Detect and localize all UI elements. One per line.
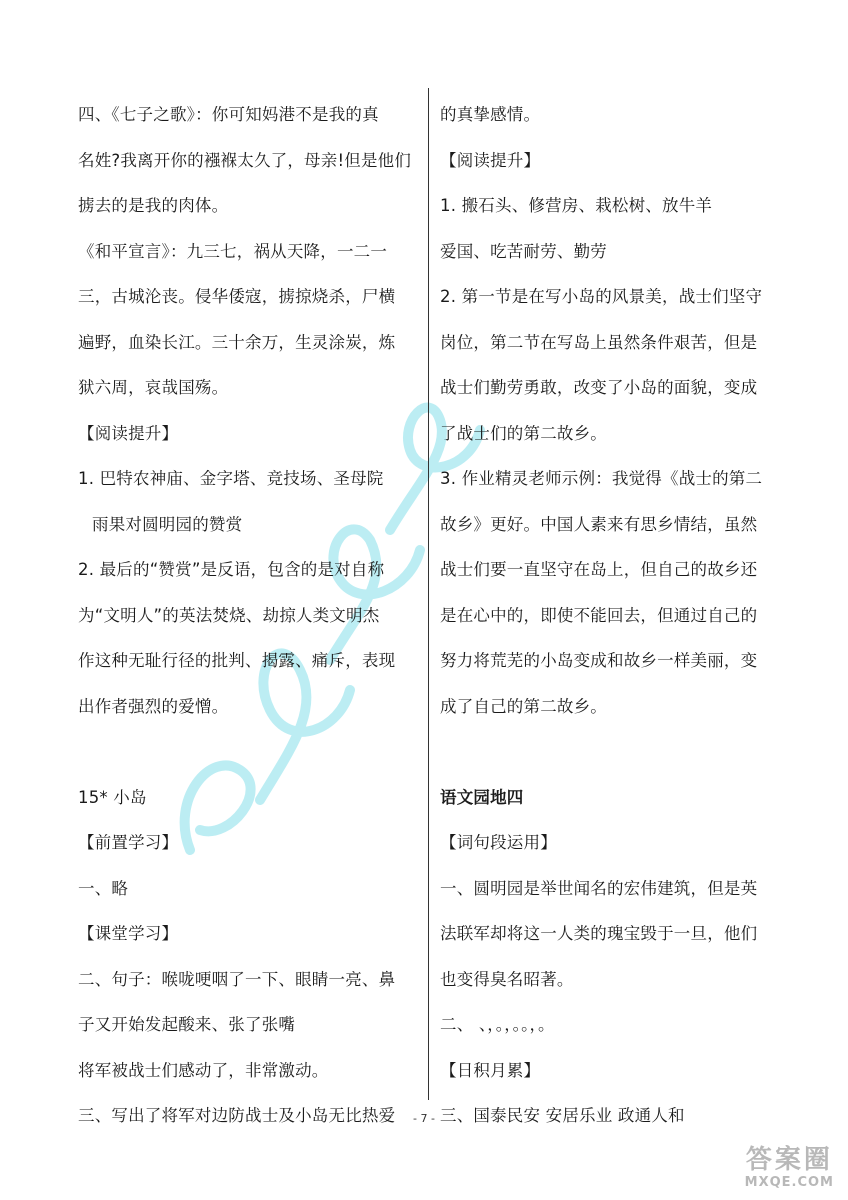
text-line: 作这种无耻行径的批判、揭露、痛斥，表现 — [78, 651, 396, 670]
text-line: 一、圆明园是举世闻名的宏伟建筑，但是英 — [440, 878, 758, 898]
text-line: 出作者强烈的爱憎。 — [78, 696, 229, 716]
section-label: 【词句段运用】 — [440, 833, 557, 852]
text-line: 努力将荒芜的小岛变成和故乡一样美丽，变 — [440, 651, 758, 670]
text-line: 一、略 — [78, 878, 129, 898]
text-line: 1. 搬石头、修营房、栽松树、放牛羊 — [440, 196, 713, 215]
text-line: 战士们要一直坚守在岛上，但自己的故乡还 — [440, 560, 758, 579]
section-label: 【课堂学习】 — [78, 924, 179, 943]
text-line: 二、 、，。，。。，。 — [440, 1015, 555, 1034]
text-line: 四、《七子之歌》：你可知妈港不是我的真 — [78, 105, 379, 124]
lesson-title: 15* 小岛 — [78, 787, 147, 807]
text-line: 2. 第一节是在写小岛的风景美，战士们坚守 — [440, 287, 763, 306]
text-line: 雨果对圆明园的赞赏 — [92, 514, 243, 534]
section-label: 【日积月累】 — [440, 1060, 541, 1080]
text-line: 三、写出了将军对边防战士及小岛无比热爱 — [78, 1106, 396, 1125]
section-label: 【阅读提升】 — [440, 150, 541, 170]
text-line: 法联军却将这一人类的瑰宝毁于一旦，他们 — [440, 924, 758, 943]
text-line: 爱国、吃苦耐劳、勤劳 — [440, 241, 607, 261]
section-heading: 语文园地四 — [440, 787, 524, 807]
text-line: 为“文明人”的英法焚烧、劫掠人类文明杰 — [78, 605, 380, 625]
text-line: 了战士们的第二故乡。 — [440, 423, 607, 443]
text-line: 也变得臭名昭著。 — [440, 969, 574, 989]
corner-logo-url: MXQE.COM — [744, 1175, 834, 1190]
text-line: 战士们勤劳勇敢，改变了小岛的面貌，变成 — [440, 378, 758, 397]
text-line: 1. 巴特农神庙、金字塔、竞技场、圣母院 — [78, 469, 384, 488]
text-line: 三，古城沦丧。侵华倭寇，掳掠烧杀，尸横 — [78, 287, 396, 306]
text-line: 成了自己的第二故乡。 — [440, 696, 607, 716]
text-line: 将军被战士们感动了，非常激动。 — [78, 1060, 329, 1080]
column-divider — [428, 88, 429, 1100]
corner-logo — [745, 1145, 834, 1190]
text-line: 三、国泰民安 安居乐业 政通人和 — [440, 1106, 685, 1125]
text-line: 故乡》更好。中国人素来有思乡情结，虽然 — [440, 514, 758, 534]
text-line: 遍野，血染长江。三十余万，生灵涂炭，炼 — [78, 332, 396, 352]
text-line: 二、句子：喉咙哽咽了一下、眼睛一亮、鼻 — [78, 969, 396, 989]
text-line: 子又开始发起酸来、张了张嘴 — [78, 1015, 296, 1034]
left-column — [78, 92, 418, 1139]
text-line: 岗位，第二节在写岛上虽然条件艰苦，但是 — [440, 332, 758, 352]
text-line: 3. 作业精灵老师示例：我觉得《战士的第二 — [440, 469, 763, 488]
watermark-text: 作业精灵 — [150, 330, 154, 331]
corner-logo-text: 答案圈 — [745, 1145, 833, 1175]
text-line: 2. 最后的“赞赏”是反语，包含的是对自称 — [78, 560, 385, 579]
section-label: 【阅读提升】 — [78, 423, 179, 443]
text-line: 狱六周，哀哉国殇。 — [78, 378, 229, 397]
text-line: 掳去的是我的肉体。 — [78, 196, 229, 215]
section-label: 【前置学习】 — [78, 833, 179, 852]
text-line: 的真挚感情。 — [440, 105, 541, 124]
page-number: - 7 - — [413, 1112, 435, 1125]
text-line: 《和平宣言》：九三七，祸从天降，一二一 — [78, 241, 388, 261]
text-line: 名姓?我离开你的襁褓太久了，母亲!但是他们 — [78, 150, 412, 170]
right-column — [440, 92, 790, 1139]
text-line: 是在心中的，即使不能回去，但通过自己的 — [440, 605, 758, 625]
